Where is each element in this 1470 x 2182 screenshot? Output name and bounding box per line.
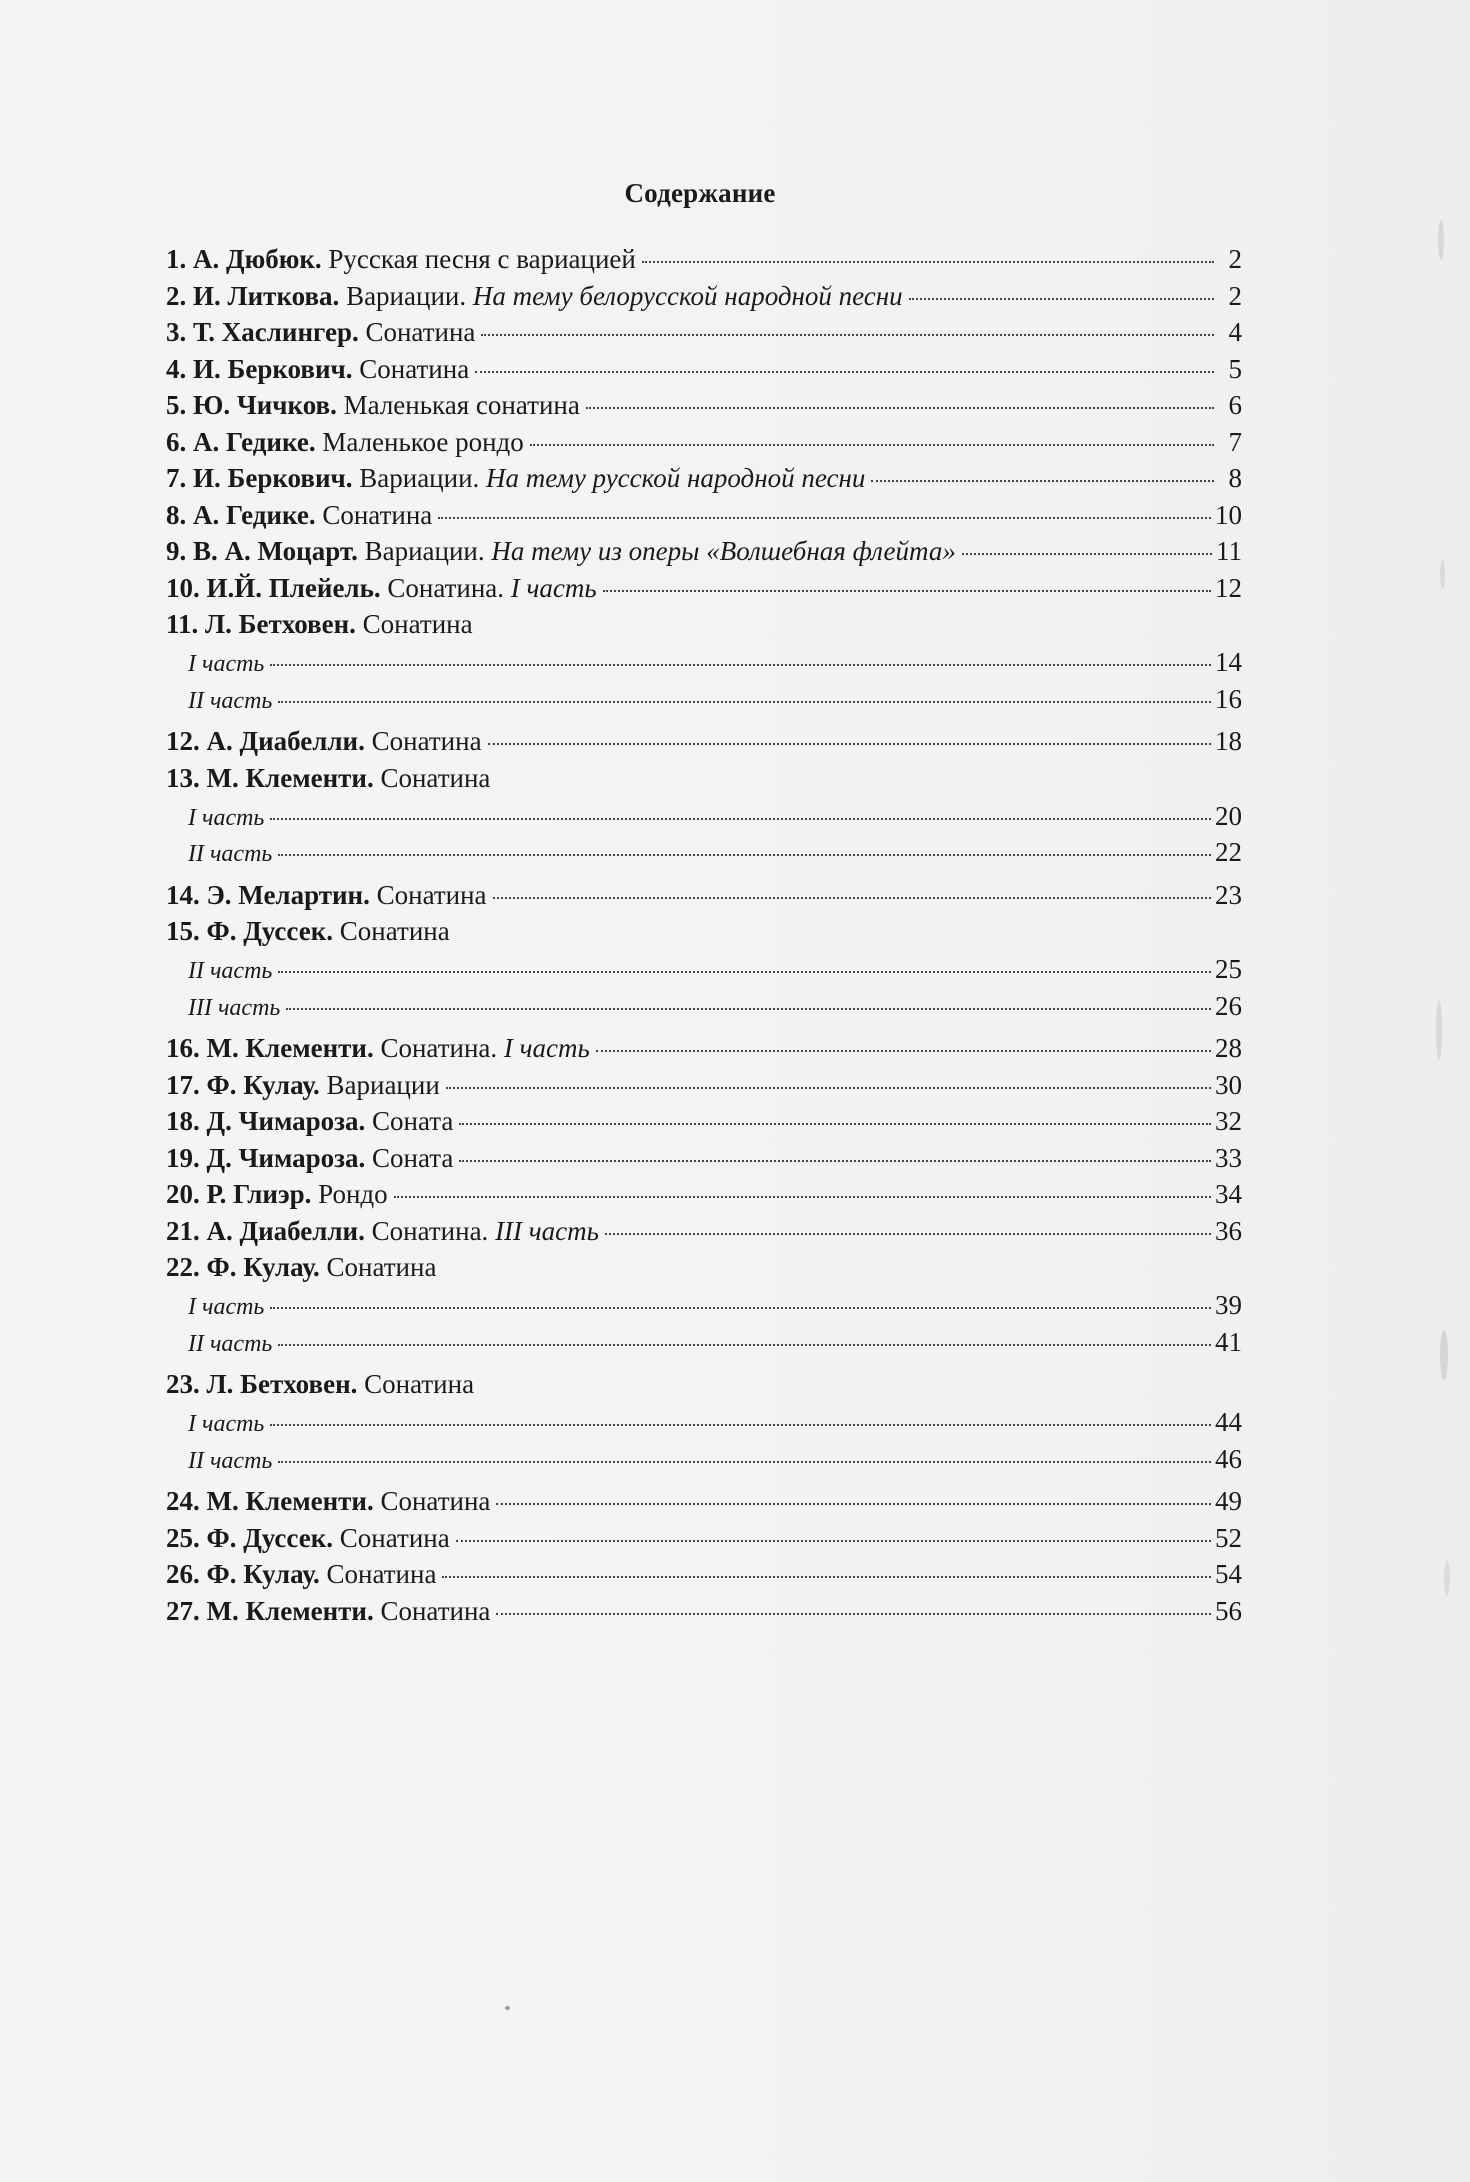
toc-subentry [166, 1407, 1242, 1444]
subentry-page-number: 16 [1215, 683, 1242, 714]
toc-entry-title [166, 244, 636, 275]
toc-entry [166, 1179, 1242, 1216]
entry-number: 13. [166, 762, 207, 793]
toc-entry [166, 281, 1242, 318]
entry-subtitle: На тему из оперы «Волшебная флейта» [491, 536, 956, 566]
entry-composer: М. Клементи. [206, 1033, 374, 1063]
dot-leader [278, 854, 1211, 856]
subentry-part: I часть [188, 1411, 265, 1437]
entry-number: 27. [166, 1595, 207, 1626]
entry-composer: Ф. Кулау. [206, 1252, 320, 1282]
entry-work: Сонатина [373, 1486, 491, 1516]
entry-number: 14. [166, 879, 207, 910]
scan-speck [505, 2006, 510, 2010]
entry-page-number: 49 [1215, 1486, 1242, 1516]
entry-page-number: 56 [1215, 1595, 1242, 1626]
dot-leader [278, 1461, 1211, 1463]
toc-entry-title [166, 354, 469, 385]
toc-entry-title [166, 1070, 440, 1101]
dot-leader [496, 1503, 1211, 1505]
entry-number: 20. [166, 1179, 207, 1209]
entry-number: 7. [166, 463, 193, 493]
toc-entry [166, 1143, 1242, 1180]
entry-composer: Д. Чимароза. [206, 1106, 366, 1136]
subentry-part: II часть [188, 841, 273, 867]
entry-work: Маленькое рондо [315, 426, 524, 457]
toc-entry [166, 1523, 1242, 1560]
toc-entry-title [166, 1216, 599, 1247]
entry-page-number: 32 [1215, 1106, 1242, 1136]
entry-number: 16. [166, 1033, 207, 1063]
entry-composer: И. Беркович. [193, 463, 353, 493]
subentry-part: III часть [188, 994, 281, 1021]
entry-number: 17. [166, 1069, 207, 1100]
toc-entry-title [166, 281, 903, 312]
entry-subtitle: На тему русской народной песни [486, 463, 866, 493]
toc-entry [166, 354, 1242, 391]
toc-entry-title [166, 317, 475, 348]
entry-work: Сонатина [364, 726, 482, 756]
toc-entry-title [166, 609, 473, 640]
entry-work: Соната [365, 1106, 454, 1136]
entry-composer: И. Беркович. [193, 353, 353, 384]
entry-work: Сонатина [357, 1369, 475, 1399]
entry-composer: Д. Чимароза. [206, 1142, 366, 1173]
toc-entry [166, 244, 1242, 281]
entry-page-number: 23 [1215, 879, 1242, 910]
entry-work: Сонатина [333, 1522, 450, 1553]
entry-work: Сонатина [319, 1252, 437, 1282]
entry-work: Сонатина. [373, 1033, 504, 1063]
dot-leader [270, 818, 1211, 820]
entry-composer: М. Клементи. [206, 1486, 374, 1516]
dot-leader [530, 444, 1214, 446]
entry-number: 3. [166, 317, 193, 347]
toc-entry [166, 1033, 1242, 1070]
dot-leader [270, 664, 1211, 666]
entry-work: Сонатина [319, 1559, 437, 1589]
toc-entry [166, 1369, 1242, 1407]
entry-work: Вариации. [339, 280, 473, 311]
toc-entry-title [166, 536, 956, 567]
entry-composer: Ю. Чичков. [193, 390, 337, 420]
entry-number: 11. [166, 609, 206, 639]
dot-leader [270, 1307, 1211, 1309]
entry-work: Русская песня с вариацией [321, 244, 636, 274]
entry-number: 25. [166, 1522, 207, 1553]
scan-speck [1438, 220, 1444, 260]
entry-composer: Р. Глиэр. [206, 1179, 312, 1209]
subentry-page-number: 22 [1215, 837, 1242, 867]
dot-leader [475, 371, 1214, 373]
toc-entry [166, 609, 1242, 647]
entry-work: Соната [365, 1142, 454, 1173]
entry-work: Сонатина [352, 353, 470, 384]
toc-entry-title [166, 1106, 453, 1137]
dot-leader [270, 1424, 1211, 1426]
subentry-page-number: 20 [1215, 800, 1242, 831]
toc-entry-title [166, 916, 450, 947]
entry-composer: М. Клементи. [206, 1595, 374, 1626]
entry-page-number: 4 [1228, 317, 1242, 347]
entry-composer: А. Дюбюк. [193, 244, 322, 274]
entry-composer: Ф. Дуссек. [206, 1522, 334, 1553]
entry-composer: И. Литкова. [193, 280, 340, 311]
entry-page-number: 11 [1216, 536, 1242, 566]
toc-subentry [166, 1290, 1242, 1327]
dot-leader [286, 1008, 1211, 1010]
entry-number: 12. [166, 726, 207, 756]
entry-composer: А. Гедике. [193, 499, 316, 530]
entry-composer: Т. Хаслингер. [193, 317, 359, 347]
entry-page-number: 2 [1228, 280, 1242, 311]
entry-number: 4. [166, 353, 193, 384]
subentry-part: I часть [188, 804, 265, 831]
entry-number: 19. [166, 1142, 207, 1173]
entry-page-number: 8 [1228, 463, 1242, 493]
entry-page-number: 2 [1228, 244, 1242, 274]
toc-entry [166, 916, 1242, 954]
entry-work: Сонатина [333, 916, 450, 946]
entry-subtitle: I часть [510, 572, 597, 603]
dot-leader [596, 1050, 1211, 1052]
dot-leader [459, 1160, 1211, 1162]
scan-speck [1440, 560, 1445, 590]
entry-composer: И.Й. Плейель. [206, 572, 381, 603]
entry-subtitle: III часть [495, 1215, 599, 1246]
entry-number: 23. [166, 1369, 207, 1399]
entry-page-number: 7 [1228, 426, 1242, 457]
toc-entry [166, 726, 1242, 763]
entry-composer: Ф. Кулау. [206, 1559, 320, 1589]
entry-composer: А. Диабелли. [206, 726, 365, 756]
scan-speck [1436, 1000, 1442, 1060]
toc-entry [166, 1216, 1242, 1253]
entry-work: Рондо [311, 1179, 388, 1209]
entry-composer: Л. Бетховен. [206, 1369, 358, 1399]
dot-leader [446, 1087, 1211, 1089]
entry-page-number: 5 [1228, 353, 1242, 384]
dot-leader [278, 971, 1211, 973]
toc-subentry [166, 1444, 1242, 1481]
toc-entry-title [166, 573, 597, 604]
toc-entry-title [166, 500, 432, 531]
entry-work: Сонатина [315, 499, 433, 530]
entry-composer: Л. Бетховен. [205, 609, 356, 639]
dot-leader [459, 1123, 1211, 1125]
dot-leader [278, 701, 1211, 703]
entry-number: 24. [166, 1486, 207, 1516]
toc-entry-title [166, 427, 524, 458]
toc-entry [166, 317, 1242, 354]
dot-leader [394, 1196, 1211, 1198]
toc-entry [166, 573, 1242, 610]
entry-page-number: 18 [1215, 726, 1242, 756]
entry-page-number: 10 [1215, 499, 1242, 530]
entry-number: 1. [166, 244, 193, 274]
toc-entry-title [166, 1369, 474, 1400]
entry-work: Вариации. [357, 536, 492, 566]
dot-leader [438, 517, 1211, 519]
entry-page-number: 30 [1215, 1069, 1242, 1100]
toc-subentry [166, 684, 1242, 721]
subentry-page-number: 39 [1215, 1290, 1242, 1320]
toc-entry [166, 463, 1242, 500]
subentry-page-number: 41 [1215, 1326, 1242, 1357]
entry-work: Сонатина [369, 879, 487, 910]
subentry-page-number: 26 [1215, 990, 1242, 1021]
toc-subentry [166, 954, 1242, 991]
entry-number: 15. [166, 916, 207, 946]
toc-entry [166, 763, 1242, 801]
dot-leader [456, 1540, 1211, 1542]
toc-entry-title [166, 390, 580, 421]
subentry-page-number: 14 [1215, 647, 1242, 677]
entry-composer: А. Диабелли. [206, 1215, 365, 1246]
toc-entry-title [166, 1486, 490, 1517]
toc-subentry [166, 1327, 1242, 1364]
entry-work: Сонатина [355, 609, 473, 639]
dot-leader [603, 590, 1211, 592]
dot-leader [496, 1613, 1211, 1615]
toc-entry-title [166, 1143, 453, 1174]
dot-leader [642, 261, 1214, 263]
entry-composer: Э. Мелартин. [206, 879, 370, 910]
dot-leader [278, 1344, 1211, 1346]
subentry-page-number: 44 [1215, 1407, 1242, 1437]
entry-page-number: 6 [1228, 390, 1242, 420]
entry-number: 26. [166, 1559, 207, 1589]
entry-page-number: 52 [1215, 1522, 1242, 1553]
dot-leader [488, 743, 1211, 745]
toc-subentry [166, 647, 1242, 684]
toc-subentry [166, 801, 1242, 838]
entry-number: 2. [166, 280, 193, 311]
entry-page-number: 36 [1215, 1215, 1242, 1246]
toc-entry-title [166, 1559, 436, 1590]
entry-work: Маленькая сонатина [336, 390, 580, 420]
toc-entry-title [166, 1179, 388, 1210]
dot-leader [909, 298, 1214, 300]
entry-page-number: 28 [1215, 1033, 1242, 1063]
dot-leader [493, 897, 1211, 899]
toc-entry [166, 1070, 1242, 1107]
entry-page-number: 34 [1215, 1179, 1242, 1209]
toc-entry-title [166, 726, 482, 757]
entry-work: Сонатина [373, 1595, 491, 1626]
entry-page-number: 12 [1215, 572, 1242, 603]
toc-entry [166, 1596, 1242, 1633]
entry-work: Сонатина. [380, 572, 511, 603]
toc-entry [166, 1106, 1242, 1143]
entry-work: Сонатина [358, 317, 476, 347]
entry-number: 8. [166, 499, 193, 530]
entry-composer: Ф. Кулау. [206, 1069, 320, 1100]
entry-work: Сонатина [373, 762, 491, 793]
table-of-contents [166, 244, 1242, 1632]
toc-subentry [166, 991, 1242, 1028]
scan-speck [1444, 1560, 1450, 1596]
entry-subtitle: На тему белорусской народной песни [472, 280, 903, 311]
subentry-part: I часть [188, 651, 265, 677]
subentry-page-number: 46 [1215, 1443, 1242, 1474]
toc-subentry [166, 837, 1242, 874]
entry-composer: М. Клементи. [206, 762, 374, 793]
toc-entry [166, 1559, 1242, 1596]
toc-entry-title [166, 763, 490, 794]
dot-leader [605, 1233, 1211, 1235]
page-edge-artifacts [1410, 0, 1470, 2182]
entry-work: Вариации. [352, 463, 487, 493]
toc-entry [166, 880, 1242, 917]
subentry-part: I часть [188, 1294, 265, 1320]
entry-work: Сонатина. [364, 1215, 496, 1246]
subentry-part: II часть [188, 1447, 273, 1474]
subentry-part: II часть [188, 958, 273, 984]
entry-work: Вариации [319, 1069, 440, 1100]
toc-title: Содержание [624, 178, 776, 208]
toc-entry [166, 390, 1242, 427]
toc-entry-title [166, 463, 865, 494]
subentry-part: II часть [188, 687, 273, 714]
entry-composer: А. Гедике. [193, 426, 316, 457]
toc-entry-title [166, 1033, 590, 1064]
subentry-page-number: 25 [1215, 954, 1242, 984]
entry-subtitle: I часть [503, 1033, 590, 1063]
entry-number: 6. [166, 426, 193, 457]
entry-number: 18. [166, 1106, 207, 1136]
toc-entry [166, 1252, 1242, 1290]
dot-leader [481, 334, 1214, 336]
entry-composer: Ф. Дуссек. [206, 916, 334, 946]
toc-entry-title [166, 1252, 436, 1283]
toc-entry [166, 1486, 1242, 1523]
toc-entry [166, 427, 1242, 464]
entry-number: 9. [166, 536, 193, 566]
dot-leader [962, 553, 1212, 555]
toc-entry-title [166, 1523, 450, 1554]
toc-entry [166, 500, 1242, 537]
entry-number: 21. [166, 1215, 207, 1246]
subentry-part: II часть [188, 1330, 273, 1357]
entry-number: 5. [166, 390, 193, 420]
entry-page-number: 33 [1215, 1142, 1242, 1173]
toc-entry-title [166, 880, 487, 911]
entry-composer: В. А. Моцарт. [193, 536, 358, 566]
entry-number: 10. [166, 572, 207, 603]
scan-speck [1440, 1330, 1448, 1380]
dot-leader [871, 480, 1214, 482]
dot-leader [442, 1576, 1211, 1578]
toc-entry-title [166, 1596, 490, 1627]
toc-entry [166, 536, 1242, 573]
dot-leader [586, 407, 1214, 409]
entry-number: 22. [166, 1252, 207, 1282]
entry-page-number: 54 [1215, 1559, 1242, 1589]
